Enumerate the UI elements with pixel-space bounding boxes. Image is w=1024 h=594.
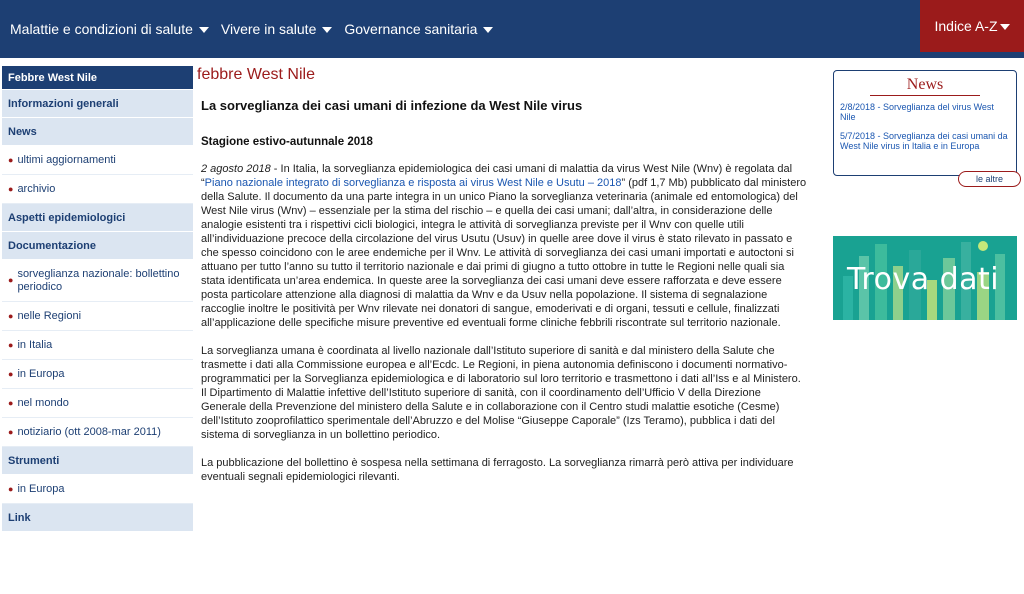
paragraph-1-text-b: ” (pdf 1,7 Mb) pubblicato dal ministero della Salute. Il documento da una parte integra in un unico Piano la sorveglianza veterinaria (animale ed entomologica) del West Nile virus (Wnv) – essenziale per la stima del rischio – e quella dei casi umani; dall’altra, in considerazione delle analogie esistenti tra i rispettivi cicli biologici, integra le attività di sorveglianza previste per il Wnv con quelle utili all’individuazione precoce della circolazione del virus Usutu (Usuv) in quelle aree dove il virus è stato rilevato in passato e che spesso coincidono con le aree endemiche per il Wnv. Le attività di sorveglianza dei casi umani importati e autoctoni si attuano per tutto l’anno su tutto il territorio nazionale e dai primi di giugno a tutto ottobre in tutte le Regioni nelle quali sia stata identificata un’area endemica. In queste aree la sorveglianza dei casi umani deve essere rafforzata e deve essere posta particolare attenzione alla diagnosi di malattia da Wnv e da Usuv nella popolazione. Il sistema di segnalazione raccoglie inoltre le positività per Wnv rilevate nei donatori di sangue, emoderivati e di organi, tessuti e cellule, finalizzati all’applicazione delle specifiche misure preventive ed eventuali forme cliniche febbrili riscontrate sul territorio nazionale.: [201, 177, 807, 329]
bullet-icon: ●: [8, 155, 14, 165]
sidebar-item[interactable]: [2, 475, 193, 504]
sidebar-item-label: nelle Regioni: [17, 310, 82, 322]
news-title: News: [906, 76, 944, 93]
bullet-icon: ●: [8, 340, 14, 350]
sidebar-section[interactable]: [2, 118, 193, 146]
news-item[interactable]: 2/8/2018 - Sorveglianza del virus West Nile: [840, 102, 994, 122]
bullet-icon: ●: [8, 484, 14, 494]
sidebar-item-label: ultimi aggiornamenti: [17, 154, 116, 166]
sidebar-section[interactable]: [2, 90, 193, 118]
caret-down-icon: [322, 27, 332, 33]
sidebar-section[interactable]: [2, 232, 193, 260]
menu-vivere-label: Vivere in salute: [220, 21, 317, 37]
sidebar-item[interactable]: [2, 175, 193, 204]
sidebar-item-label: News: [8, 125, 37, 138]
menu-vivere-in-salute[interactable]: [221, 21, 332, 37]
sidebar-item[interactable]: [2, 360, 193, 389]
sidebar-item-label: in Italia: [17, 339, 53, 351]
section-title: Stagione estivo-autunnale 2018: [201, 136, 373, 148]
main-menu: [10, 21, 505, 37]
paragraph-1-text-a: - In Italia, la sorveglianza epidemiologica dei casi umani di malattia da virus West Nile (Wnv) è regolata dal “: [201, 163, 793, 189]
bullet-icon: ●: [8, 311, 14, 321]
main-content: [197, 66, 807, 498]
more-news-button[interactable]: le altre: [958, 171, 1021, 187]
menu-malattie[interactable]: [10, 21, 209, 37]
sidebar-item[interactable]: [2, 260, 193, 302]
sidebar-item[interactable]: [2, 418, 193, 447]
top-navigation-bar: [0, 0, 1024, 58]
bullet-icon: ●: [8, 398, 14, 408]
paragraph-2: La sorveglianza umana è coordinata al livello nazionale dall’Istituto superiore di sanità e dal ministero della Salute che trasmette i dati alla Commissione europea e all’Ecdc. Le Regioni, in piena autonomia definiscono i documenti normativo-programmatici per la Sorveglianza epidemiologica e di laboratorio sul loro territorio e trasmettono i dati all’Iss e al Ministero. Il Dipartimento di Malattie infettive dell’Istituto superiore di sanità, con il coordinamento dell’Ufficio V della Direzione Generale della Prevenzione del ministero della Salute e in collaborazione con il Centro studi malattie esotiche (Cesme) dell’Istituto zooprofilattico sperimentale dell’Abruzzo e del Molise “Giuseppe Caporale” (Izs Teramo), pubblica i dati del sistema di sorveglianza in un bollettino periodico.: [201, 345, 801, 441]
news-box: [833, 70, 1017, 176]
page-title: febbre West Nile: [197, 66, 315, 83]
sidebar-list: [2, 90, 193, 532]
sidebar-item-label: Informazioni generali: [8, 97, 119, 110]
sidebar-item-label: in Europa: [17, 483, 65, 495]
menu-governance-label: Governance sanitaria: [344, 21, 478, 37]
sidebar-item-label: sorveglianza nazionale: bollettino periodico: [17, 267, 180, 293]
caret-down-icon: [1000, 24, 1010, 30]
sidebar-item-label: nel mondo: [17, 397, 69, 409]
index-az-label: Indice A-Z: [934, 18, 998, 34]
sidebar-item-label: Aspetti epidemiologici: [8, 211, 126, 224]
trova-dati-banner[interactable]: [833, 236, 1017, 320]
sidebar-item-label: Documentazione: [8, 239, 97, 252]
sidebar-item[interactable]: [2, 146, 193, 175]
menu-malattie-label: Malattie e condizioni di salute: [10, 21, 193, 37]
sidebar-item[interactable]: [2, 389, 193, 418]
bullet-icon: ●: [8, 184, 14, 194]
sidebar-item-label: Link: [8, 511, 31, 524]
sidebar-section[interactable]: [2, 504, 193, 532]
sidebar-item[interactable]: [2, 302, 193, 331]
bullet-icon: ●: [8, 427, 14, 437]
piano-nazionale-link[interactable]: Piano nazionale integrato di sorveglianza e risposta ai virus West Nile e Usutu – 2018: [204, 177, 622, 189]
sidebar-item-label: archivio: [17, 183, 56, 195]
menu-governance[interactable]: [344, 21, 493, 37]
news-title-divider: [870, 95, 980, 96]
sidebar-section[interactable]: [2, 447, 193, 475]
news-item[interactable]: 5/7/2018 - Sorveglianza dei casi umani da West Nile virus in Italia e in Europa: [840, 131, 1008, 151]
sidebar-item-label: in Europa: [17, 368, 65, 380]
paragraph-3: La pubblicazione del bollettino è sospesa nella settimana di ferragosto. La sorveglianza rimarrà però attiva per individuare eventuali segnali epidemiologici rilevanti.: [201, 457, 794, 483]
paragraph-1: [197, 162, 807, 330]
sidebar-item[interactable]: [2, 331, 193, 360]
sidebar-item-label: notiziario (ott 2008-mar 2011): [17, 426, 161, 438]
article-title: La sorveglianza dei casi umani di infezione da West Nile virus: [201, 98, 583, 113]
caret-down-icon: [199, 27, 209, 33]
caret-down-icon: [483, 27, 493, 33]
bullet-icon: ●: [8, 275, 14, 285]
sidebar: [2, 66, 193, 532]
index-az-button[interactable]: [920, 0, 1024, 52]
sidebar-item-label: Strumenti: [8, 454, 60, 467]
paragraph-1-date: 2 agosto 2018: [201, 163, 271, 175]
sidebar-section[interactable]: [2, 204, 193, 232]
bullet-icon: ●: [8, 369, 14, 379]
sidebar-header[interactable]: [2, 66, 193, 90]
banner-label: Trova dati: [847, 262, 1000, 297]
sidebar-header-label: Febbre West Nile: [8, 71, 98, 84]
